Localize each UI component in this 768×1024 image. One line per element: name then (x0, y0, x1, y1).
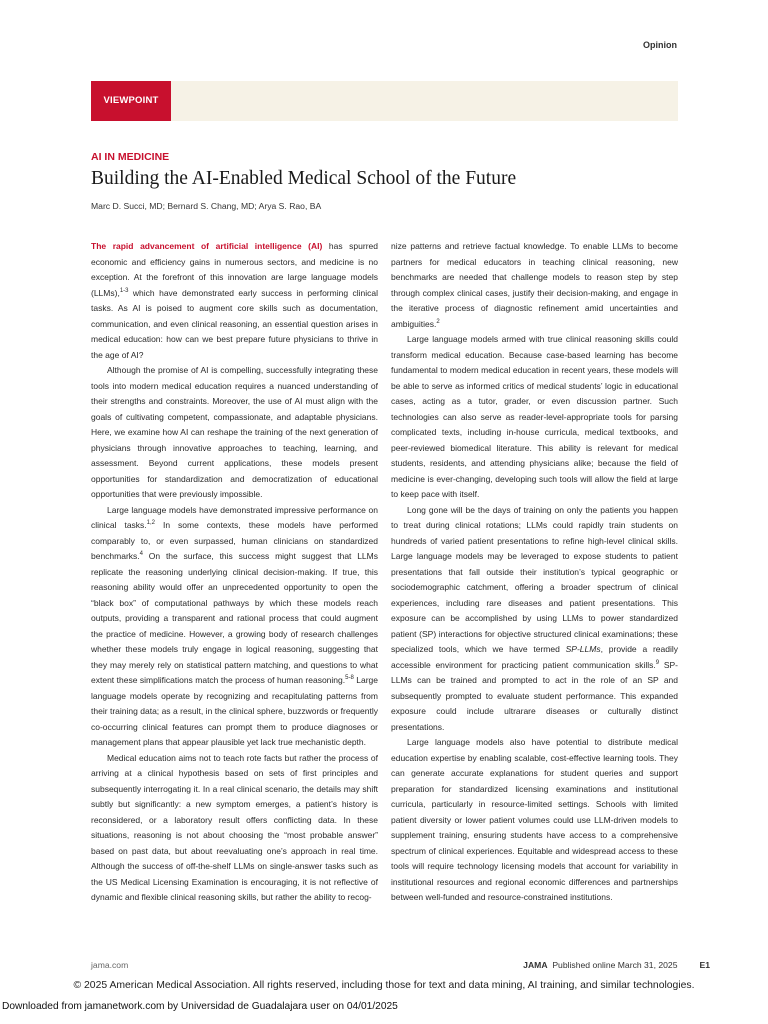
article-authors: Marc D. Succi, MD; Bernard S. Chang, MD; Arya S. Rao, BA (91, 201, 322, 211)
paragraph-text: Large language models operate by recognizing and recapitulating patterns from their training data; as a result, in the clinical sphere, buzzwords or frequently co-occurring clinical features can prompt them to produce diagnoses or management plans that appear plausible yet lack true mechanistic depth. (91, 675, 378, 747)
paragraph-text: , provide a readily accessible environment for practicing patient communication skills. (391, 644, 679, 670)
reference-marker: 1-3 (119, 287, 129, 294)
paragraph-text: In some contexts, these models have performed comparably to, or even surpassed, human clinicians on standardized benchmarks. (91, 520, 378, 561)
download-notice: Downloaded from jamanetwork.com by Universidad de Guadalajara user on 04/01/2025 (2, 1001, 398, 1012)
footer-journal: JAMA (523, 960, 548, 970)
reference-marker: 5-8 (345, 675, 354, 682)
article-kicker: AI IN MEDICINE (91, 151, 170, 163)
reference-marker: 2 (436, 318, 440, 325)
paragraph-text: On the surface, this success might suggest that LLMs replicate the reasoning underlying clinical decision-making. If true, this reasoning ability would offer an unprecedented opportunity to open the “black box” of computational pathways by which these models reach outputs, providing a transparent and rational process that could augment the practice of medicine. However, a growing body of research challenges whether these models truly engage in logical reasoning, suggesting that they may merely rely on statistical pattern matching, and questions to what extent these simplifications match the process of human reasoning. (91, 551, 378, 685)
paragraph (91, 503, 378, 751)
viewpoint-tag: VIEWPOINT (91, 81, 171, 121)
reference-marker: 4 (139, 551, 144, 558)
paragraph-text: SP-LLMs can be trained and prompted to act in the role of an SP and subsequently prompted to evaluate student performance. This expanded exposure could include ultrarare diseases or culturally distinct presentations. (391, 659, 678, 732)
paragraph: Although the promise of AI is compelling, successfully integrating these tools into modern medical education requires a nuanced understanding of their strengths and constraints. Moreover, the use of AI must align with the goals of cultivating competent, compassionate, and adaptable physicians. Here, we examine how AI can reshape the training of the next generation of physicians through innovative approaches to teaching, learning, and assessment. Beyond current applications, these models present opportunities for standardization and democratization of educational opportunities that were previously impossible. (91, 365, 378, 499)
paragraph: Large language models also have potential to distribute medical education expertise by enabling scalable, cost-effective learning tools. They can generate accurate explanations for student queries and support preparation for standardized licensing examinations and institutional curricula, particularly in resource-limited settings. Schools with limited patient diversity or lower patient volumes could use LLM-driven models to supplement training, ensuring students have access to a comprehensive spectrum of clinical experiences. Equitable and widespread access to these tools will require technology licensing models that account for variability in institutional resources and regional economic differences and partnerships between well-funded and resource-constrained institutions. (391, 737, 678, 902)
paragraph-text: nize patterns and retrieve factual knowledge. To enable LLMs to become partners for medical educators in teaching clinical reasoning, new benchmarks are needed that challenge models to reason step by step through complex clinical cases, justify their decision-making, and engage in the iterative process of diagnostic refinement amid uncertainties and ambiguities. (391, 241, 678, 329)
body-column-left (91, 239, 378, 906)
paragraph-text: Long gone will be the days of training on only the patients you happen to treat during clinical rotations; LLMs could rapidly train students on hundreds of varied patient presentations to refine high-level clinical skills. Large language models may be leveraged to expose students to patient presentations that fall outside their institution’s typical geographic or sociodemographic catchment, offering a broader spectrum of clinical experiences, including rare diseases and patient presentations. This exposure can be accomplished by using LLMs to power standardized patient (SP) interactions for objective structured clinical examinations; these specialized tools, which we have termed (391, 504, 678, 654)
paragraph: Large language models armed with true clinical reasoning skills could transform medical education. Because case-based learning has become fundamental to modern medical education in recent years, these models will be able to serve as informed critics of medical students’ logic in educational cases, acting as a tutor, grader, or even discussion partner. Such technologies can also serve as reader-level-appropriate tools for parsing complicated texts, including in-house curricula, medical textbooks, and peer-reviewed biomedical literature. This ability is relevant for medical students, residents, and attending physicians alike; because the field of medicine is ever-changing, developing such tools will allow the field at large to keep pace with itself. (391, 334, 678, 499)
reference-marker: 9 (655, 659, 660, 666)
footer-published: Published online March 31, 2025 (552, 960, 678, 970)
lead-in: The rapid advancement of artificial intelligence (AI) (91, 241, 323, 251)
paragraph-text: which have demonstrated early success in performing clinical tasks. As AI is poised to augment core skills such as documentation, communication, and even clinical reasoning, an essential question arises in medical education: how can we best prepare future physicians to thrive in the age of AI? (91, 287, 378, 360)
paragraph (91, 239, 378, 363)
body-column-right (391, 239, 678, 906)
emphasized-term: SP-LLMs (565, 644, 601, 654)
footer-citation (523, 960, 710, 970)
paragraph-text: Large language models have demonstrated impressive performance on clinical tasks. (91, 504, 378, 530)
footer-website-link[interactable]: jama.com (91, 960, 129, 970)
paragraph (391, 239, 678, 332)
article-title: Building the AI-Enabled Medical School of the Future (91, 168, 517, 189)
paragraph-text: has spurred economic and efficiency gains in numerous sectors, and medicine is no exception. At the forefront of this innovation are large language models (LLMs), (91, 241, 378, 298)
viewpoint-banner (91, 81, 678, 121)
section-label: Opinion (643, 40, 677, 50)
footer-page-number: E1 (699, 960, 710, 970)
copyright-notice: © 2025 American Medical Association. All rights reserved, including those for text and data mining, AI training, and similar technologies. (73, 980, 695, 991)
paragraph: Medical education aims not to teach rote facts but rather the process of arriving at a clinical hypothesis based on sets of first principles and subsequently interrogating it. In a real clinical scenario, the details may shift subtly but significantly: a new symptom emerges, a patient’s history is reconsidered, or a laboratory result offers conflicting data. In these situations, reasoning is not about choosing the “most probable answer” based on past data, but about reevaluating one’s approach in real time. Although the success of off-the-shelf LLMs on single-answer tasks such as the US Medical Licensing Examination is encouraging, it is not reflective of dynamic and flexible clinical reasoning skills, but rather the ability to recog- (91, 752, 378, 902)
paragraph (391, 503, 678, 736)
reference-marker: 1,2 (146, 520, 156, 527)
